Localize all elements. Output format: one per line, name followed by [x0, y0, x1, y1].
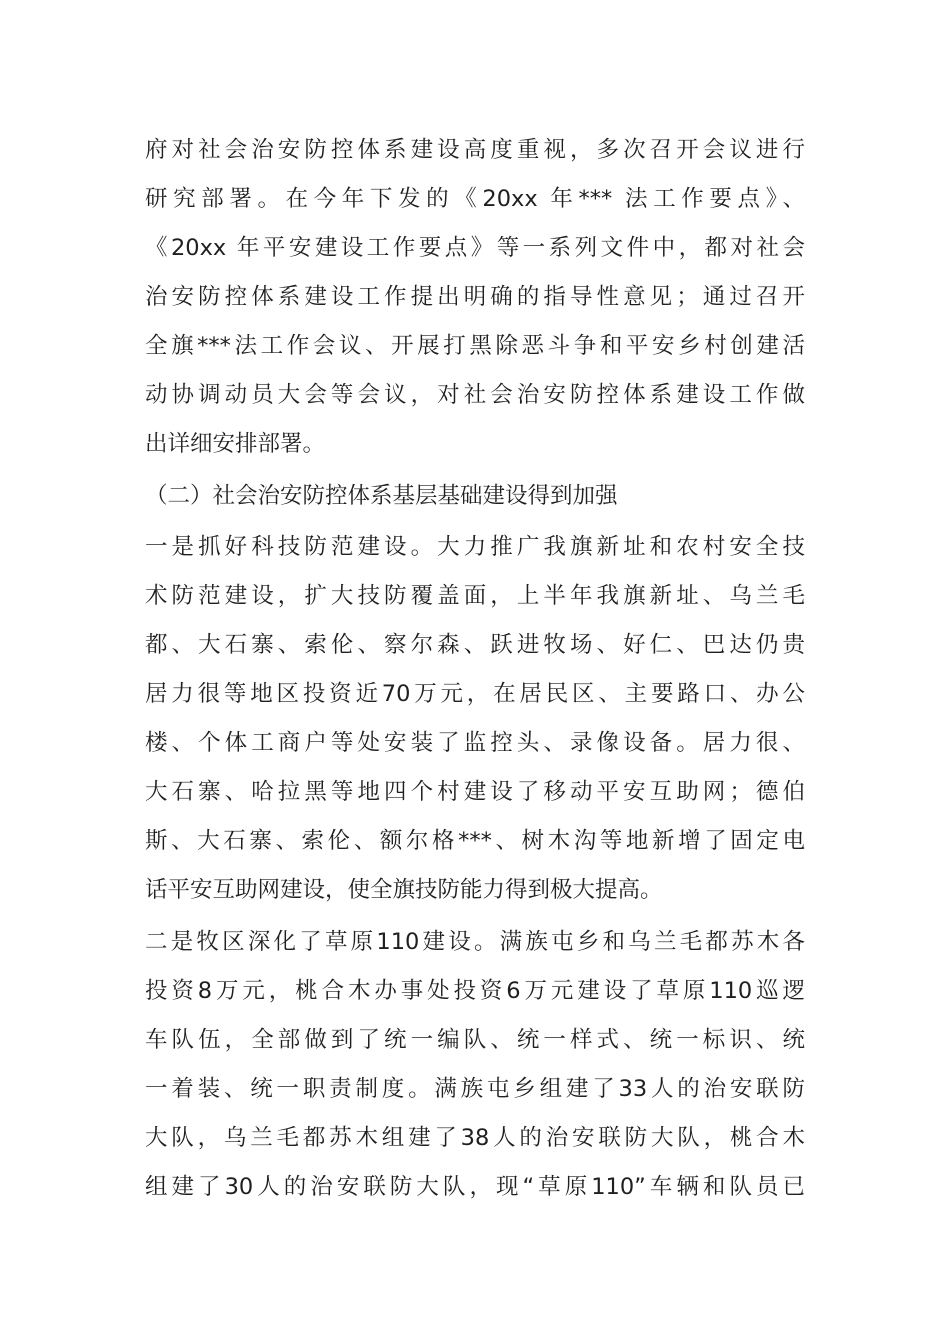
- text-line: 动协调动员大会等会议，对社会治安防控体系建设工作做: [145, 382, 805, 408]
- text-line: 车队伍，全部做到了统一编队、统一样式、统一标识、统: [145, 1027, 805, 1053]
- text-line: 投资8万元，桃合木办事处投资6万元建设了草原110巡逻: [145, 978, 805, 1004]
- text-line: 组建了30人的治安联防大队，现“草原110”车辆和队员已: [145, 1174, 805, 1200]
- text-line: 二是牧区深化了草原110建设。满族屯乡和乌兰毛都苏木各: [145, 929, 805, 955]
- text-line: 一是抓好科技防范建设。大力推广我旗新址和农村安全技: [145, 534, 805, 560]
- text-line: 居力很等地区投资近70万元，在居民区、主要路口、办公: [145, 681, 805, 707]
- text-line: 大石寨、哈拉黑等地四个村建设了移动平安互助网；德伯: [145, 779, 805, 805]
- text-line: 话平安互助网建设，使全旗技防能力得到极大提高。: [145, 877, 663, 903]
- section-heading: （二）社会治安防控体系基层基础建设得到加强: [145, 483, 618, 509]
- text-line: 都、大石寨、索伦、察尔森、跃进牧场、好仁、巴达仍贵: [145, 632, 805, 658]
- text-line: 府对社会治安防控体系建设高度重视，多次召开会议进行: [145, 137, 805, 163]
- text-line: 一着装、统一职责制度。满族屯乡组建了33人的治安联防: [145, 1076, 805, 1102]
- text-line: 斯、大石寨、索伦、额尔格***、树木沟等地新增了固定电: [145, 828, 805, 854]
- text-line: 全旗***法工作会议、开展打黑除恶斗争和平安乡村创建活: [145, 333, 805, 359]
- text-line: 研究部署。在今年下发的《20xx 年*** 法工作要点》、: [145, 186, 805, 212]
- text-line: 出详细安排部署。: [145, 431, 326, 457]
- text-line: 楼、个体工商户等处安装了监控头、录像设备。居力很、: [145, 730, 805, 756]
- text-line: 大队，乌兰毛都苏木组建了38人的治安联防大队，桃合木: [145, 1125, 805, 1151]
- text-line: 术防范建设，扩大技防覆盖面，上半年我旗新址、乌兰毛: [145, 583, 805, 609]
- text-line: 《20xx 年平安建设工作要点》等一系列文件中，都对社会: [145, 235, 805, 261]
- text-line: 治安防控体系建设工作提出明确的指导性意见；通过召开: [145, 284, 805, 310]
